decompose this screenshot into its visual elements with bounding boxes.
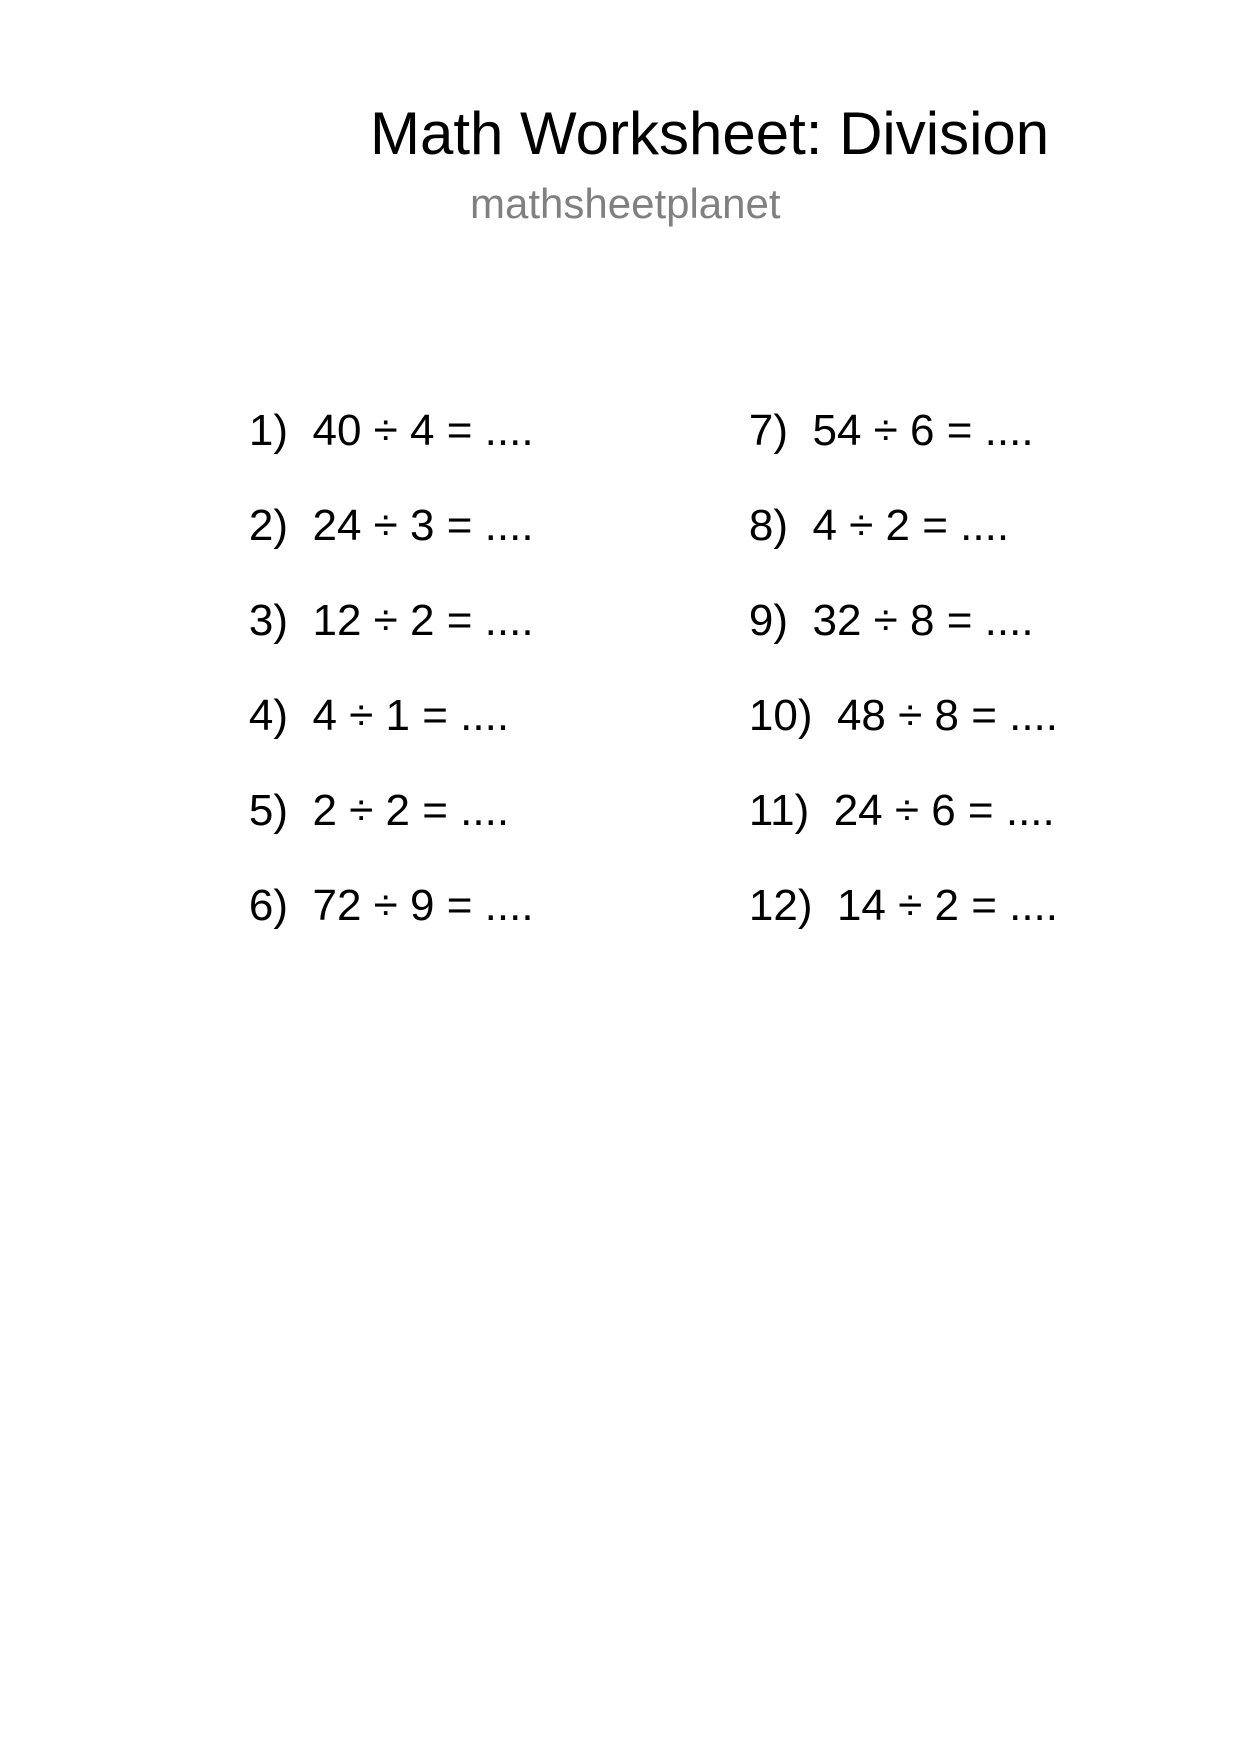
problem-expression: 14 ÷ 2 = ....	[836, 881, 1059, 930]
problem-expression: 72 ÷ 9 = ....	[312, 881, 534, 930]
problem-number: 8)	[748, 501, 789, 550]
problem-expression: 4 ÷ 1 = ....	[312, 691, 510, 740]
problem-expression: 4 ÷ 2 = ....	[812, 501, 1010, 550]
problem-expression: 2 ÷ 2 = ....	[312, 786, 510, 835]
problem-number: 2)	[248, 501, 289, 550]
problem-number: 10)	[748, 691, 813, 740]
worksheet-subtitle: mathsheetplanet	[470, 180, 781, 227]
problem-number: 1)	[248, 406, 289, 455]
problem-item	[700, 825, 1058, 987]
problem-expression: 32 ÷ 8 = ....	[812, 596, 1034, 645]
problem-expression: 54 ÷ 6 = ....	[812, 406, 1034, 455]
problem-number: 9)	[748, 596, 789, 645]
problem-number: 6)	[248, 881, 289, 930]
problem-expression: 24 ÷ 3 = ....	[312, 501, 534, 550]
problem-number: 11)	[748, 786, 810, 835]
problem-number: 7)	[748, 406, 789, 455]
problem-expression: 40 ÷ 4 = ....	[312, 406, 534, 455]
problem-item	[200, 825, 534, 987]
problem-expression: 24 ÷ 6 = ....	[833, 786, 1055, 835]
problem-number: 5)	[248, 786, 289, 835]
problem-number: 12)	[748, 881, 813, 930]
problem-number: 3)	[248, 596, 289, 645]
problem-number: 4)	[248, 691, 289, 740]
problem-expression: 48 ÷ 8 = ....	[836, 691, 1059, 740]
problem-expression: 12 ÷ 2 = ....	[312, 596, 534, 645]
worksheet-title: Math Worksheet: Division	[370, 100, 1050, 167]
